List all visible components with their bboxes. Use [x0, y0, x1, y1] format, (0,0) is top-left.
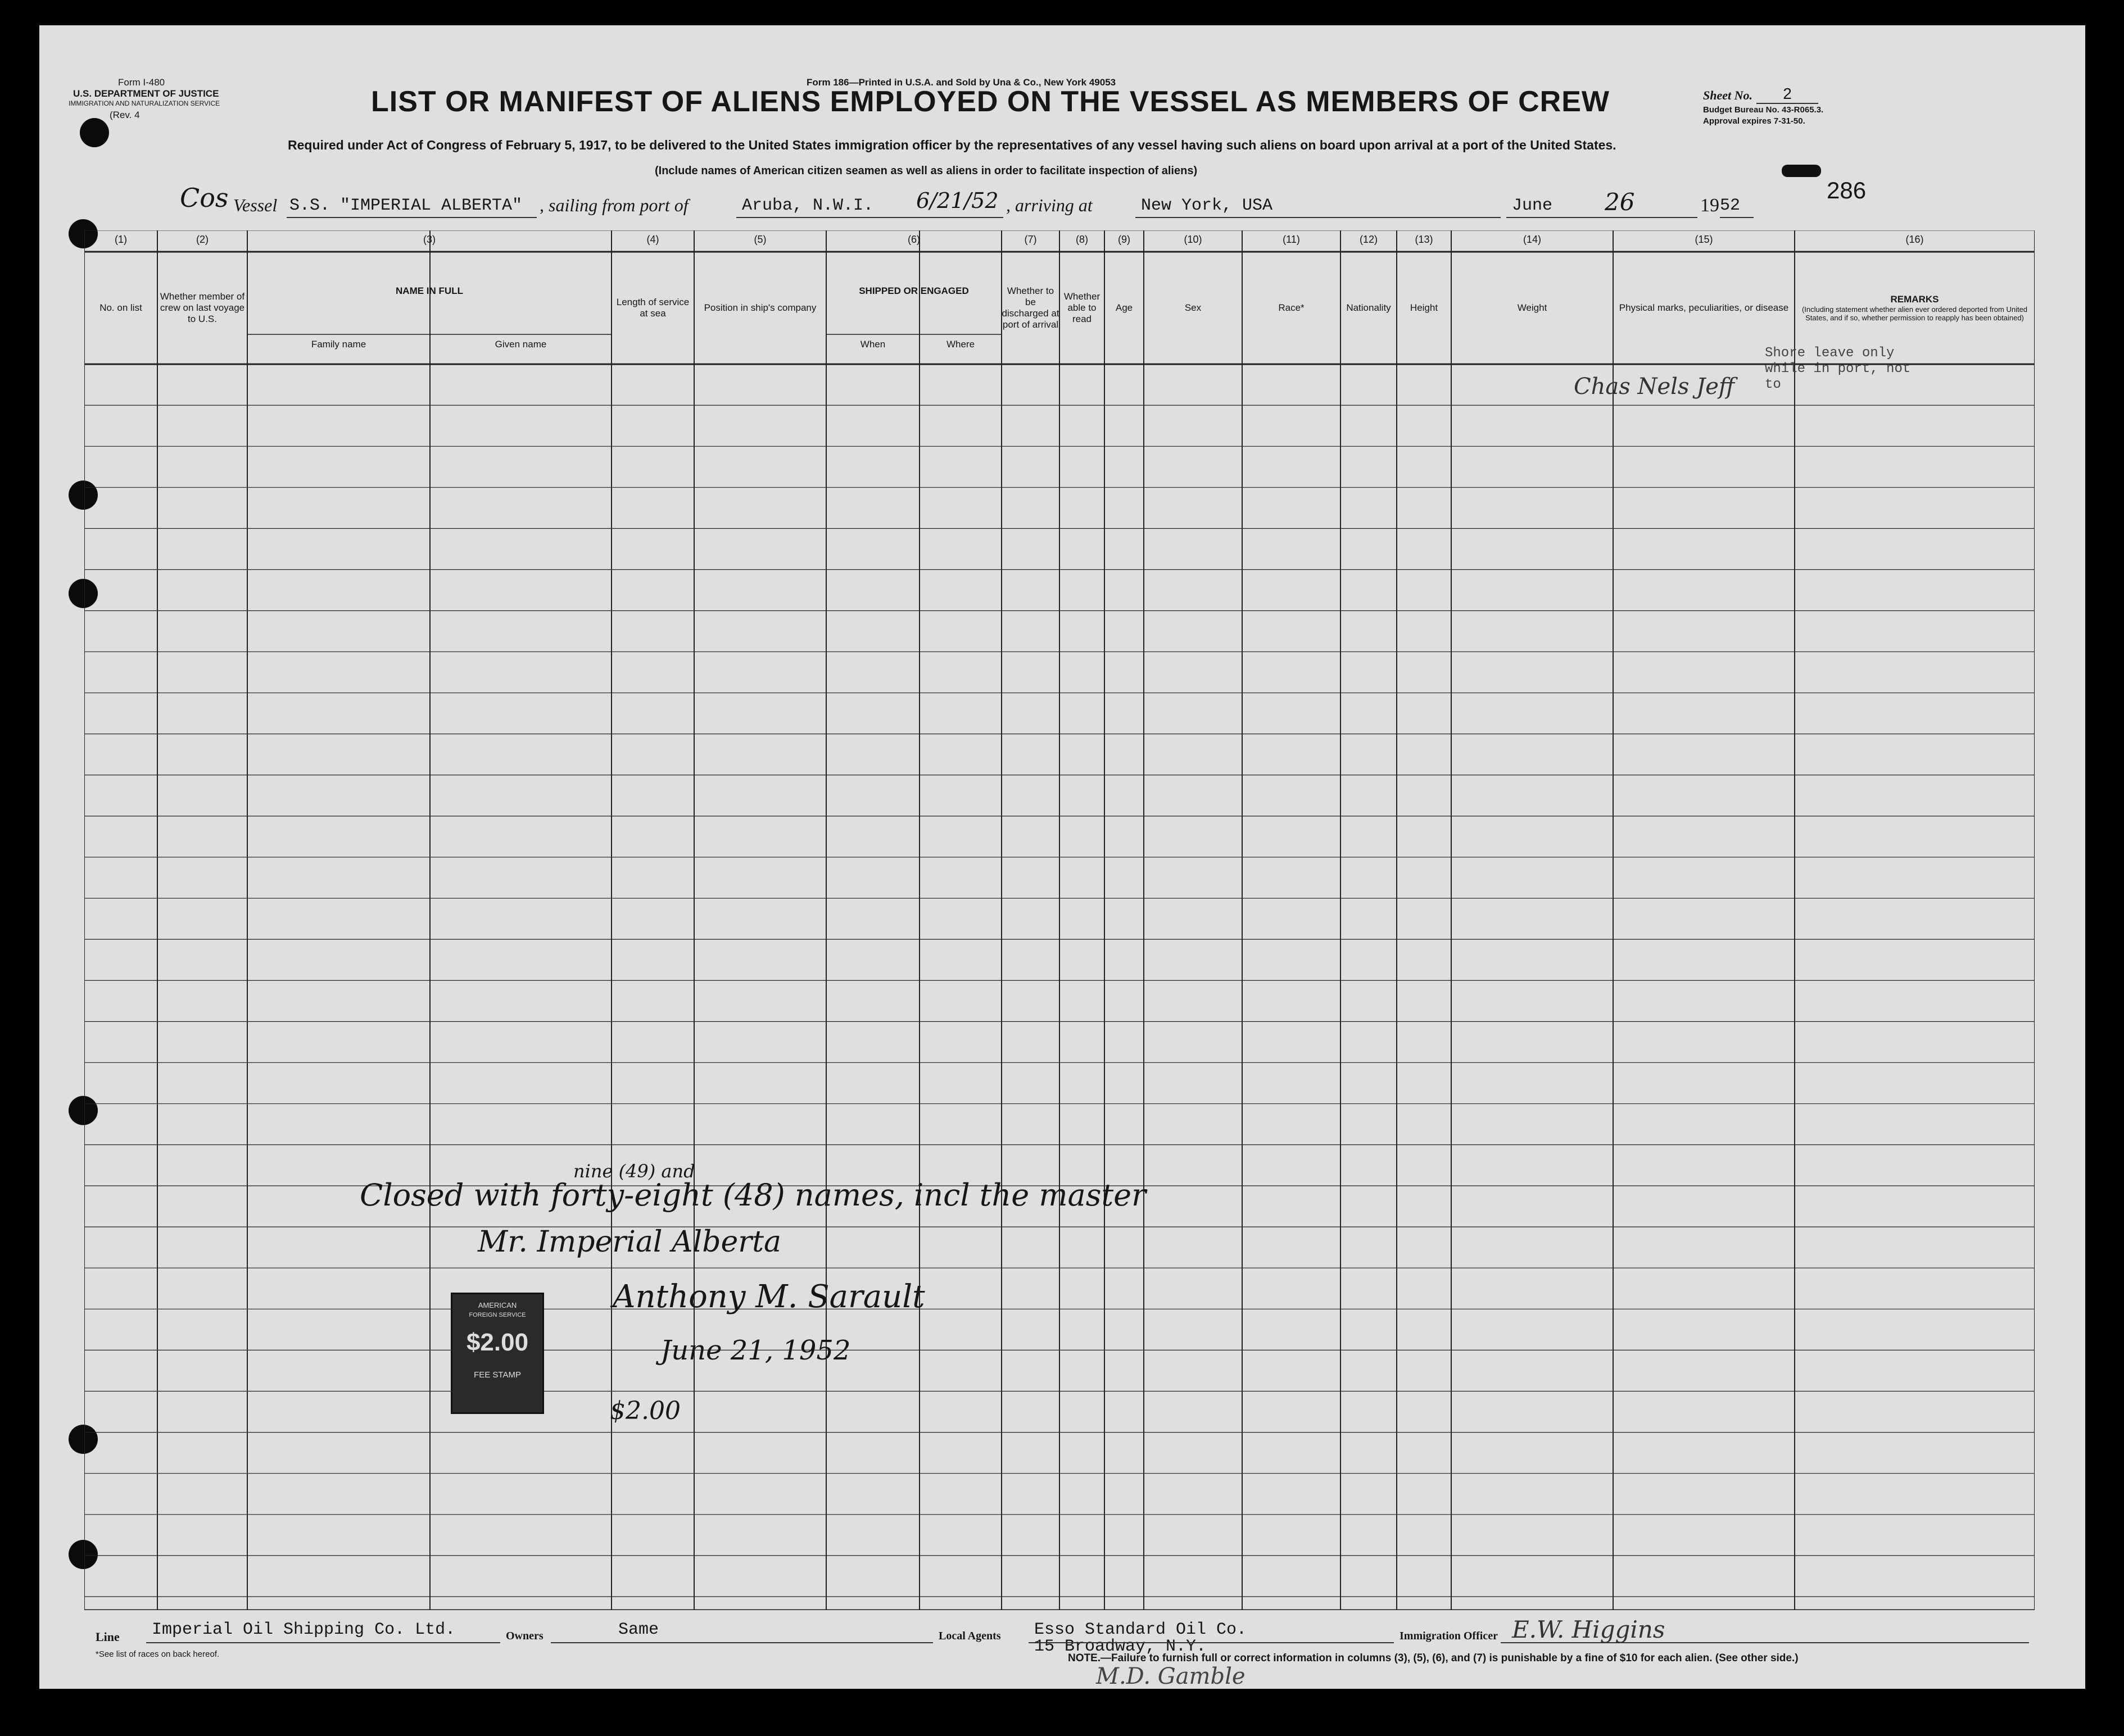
form-number: Form I-480	[118, 77, 165, 88]
budget-line: Budget Bureau No. 43-R065.3.	[1703, 105, 1824, 115]
approval-line: Approval expires 7-31-50.	[1703, 116, 1805, 126]
column-number: (2)	[196, 234, 209, 245]
stamp-label-bottom: FEE STAMP	[474, 1370, 521, 1380]
form-subtitle: Required under Act of Congress of February 5, 1917, to be delivered to the United States immigration officer by the representatives of any vessel having such aliens on board upon arrival at a port of the United States.	[288, 138, 1616, 152]
year-prefix: 19	[1700, 195, 1719, 216]
footer-underlines	[39, 1638, 2085, 1649]
arriving-label: , arriving at	[1006, 195, 1093, 215]
vessel-name: S.S. "IMPERIAL ALBERTA"	[289, 196, 523, 215]
footer-agents-address: 15 Broadway, N.Y.	[1034, 1637, 1207, 1656]
column-number: (12)	[1359, 234, 1378, 245]
stamp-value: $2.00	[466, 1329, 529, 1356]
column-number: (7)	[1024, 234, 1037, 245]
printer-line: Form 186—Printed in U.S.A. and Sold by Una & Co., New York 49053	[807, 77, 1116, 88]
column-number: (8)	[1076, 234, 1088, 245]
column-label: Height	[1410, 302, 1438, 313]
footer-line-label: Line	[96, 1630, 120, 1644]
column-number: (16)	[1905, 234, 1924, 245]
fee-stamp	[451, 1293, 544, 1414]
footer-note: NOTE.—Failure to furnish full or correct information in columns (3), (5), (6), and (7) is punishable by a fine of $10 for each alien. (See other side.)	[1068, 1652, 1799, 1664]
department: U.S. DEPARTMENT OF JUSTICE	[73, 88, 219, 99]
closing-line: Closed with forty-eight (48) names, incl the master	[360, 1177, 1146, 1213]
column-number: (1)	[115, 234, 127, 245]
column-label: Length of service at sea	[616, 297, 690, 319]
column-sublabel: Family name	[311, 339, 366, 350]
closing-master: Mr. Imperial Alberta	[478, 1225, 782, 1259]
column-number: (5)	[754, 234, 767, 245]
service: IMMIGRATION AND NATURALIZATION SERVICE	[69, 99, 220, 107]
footer-owners-value: Same	[618, 1620, 659, 1639]
voyage-underlines	[39, 25, 2085, 228]
column-label: REMARKS	[1890, 294, 1939, 305]
column-number: (9)	[1118, 234, 1130, 245]
vessel-label: Vessel	[233, 195, 278, 215]
footer-line-value: Imperial Oil Shipping Co. Ltd.	[152, 1620, 456, 1639]
column-label: Whether able to read	[1063, 291, 1101, 324]
column-label: Physical marks, peculiarities, or disease	[1619, 302, 1789, 313]
crew-table	[84, 230, 2035, 1610]
column-number: (10)	[1184, 234, 1202, 245]
year-suffix: 52	[1720, 196, 1741, 215]
column-sublabel: Given name	[495, 339, 547, 350]
stamp-label-mid: FOREIGN SERVICE	[469, 1312, 526, 1318]
footer-countersign: M.D. Gamble	[1096, 1664, 1246, 1689]
corner-mark: Cos	[180, 183, 229, 213]
closing-date: June 21, 1952	[660, 1335, 851, 1366]
column-label: Age	[1115, 302, 1133, 313]
column-number: (11)	[1283, 234, 1300, 245]
column-label: NAME IN FULL	[396, 285, 463, 296]
column-subtext: (Including statement whether alien ever ordered deported from United States, and if so, whether permission to reapply has been obtained)	[1801, 305, 2028, 322]
column-label: Whether member of crew on last voyage to U.S.	[160, 291, 245, 324]
column-label: Whether to be discharged at port of arrival	[1002, 285, 1059, 330]
sailing-label: , sailing from port of	[540, 195, 689, 215]
sheet-label: Sheet No.	[1703, 88, 1752, 102]
footer-officer-label: Immigration Officer	[1400, 1630, 1498, 1642]
column-label: Race*	[1278, 302, 1305, 313]
column-number: (6)	[908, 234, 920, 245]
column-number: (14)	[1523, 234, 1541, 245]
manifest-sheet	[39, 25, 2085, 1689]
column-label: Position in ship's company	[704, 302, 817, 313]
footer-officer-signature: E.W. Higgins	[1512, 1616, 1665, 1643]
sheet-number: 2	[1756, 85, 1818, 104]
sailing-port: Aruba, N.W.I.	[742, 196, 874, 215]
column-label: SHIPPED OR ENGAGED	[859, 285, 969, 296]
footer-owners-label: Owners	[506, 1630, 544, 1642]
page-stamp: 286	[1827, 177, 1867, 203]
closing-fee: $2.00	[610, 1397, 681, 1425]
revision: (Rev. 4	[110, 110, 140, 120]
column-label: Weight	[1517, 302, 1547, 313]
form-title: LIST OR MANIFEST OF ALIENS EMPLOYED ON THE VESSEL AS MEMBERS OF CREW	[371, 85, 1610, 118]
footer-agents-label: Local Agents	[939, 1630, 1001, 1642]
column-label: Nationality	[1346, 302, 1391, 313]
column-sublabel: Where	[946, 339, 975, 350]
form-note-line: (Include names of American citizen seamen as well as aliens in order to facilitate inspection of aliens)	[655, 165, 1198, 177]
column-number: (15)	[1695, 234, 1713, 245]
column-number: (13)	[1415, 234, 1433, 245]
column-label: Sex	[1184, 302, 1202, 313]
column-label: No. on list	[99, 302, 142, 313]
footer-agents-value: Esso Standard Oil Co.	[1034, 1620, 1247, 1639]
sailing-date: 6/21/52	[916, 188, 999, 213]
arrival-day: 26	[1605, 188, 1635, 216]
column-number: (4)	[646, 234, 659, 245]
arriving-port: New York, USA	[1141, 196, 1273, 215]
column-sublabel: When	[860, 339, 886, 350]
arrival-month: June	[1512, 196, 1553, 215]
closing-signature: Anthony M. Sarault	[613, 1279, 925, 1315]
column-number: (3)	[423, 234, 436, 245]
table-rows	[84, 230, 2035, 1610]
footer-races-note: *See list of races on back hereof.	[96, 1649, 220, 1659]
remarks-handwritten: Chas Nels Jeff	[1574, 374, 1735, 400]
stamp-label-top: AMERICAN	[478, 1301, 517, 1309]
closing-insert: nine (49) and	[573, 1161, 695, 1182]
inspector-note: Shore leave only while in port, not to	[1765, 346, 1911, 392]
